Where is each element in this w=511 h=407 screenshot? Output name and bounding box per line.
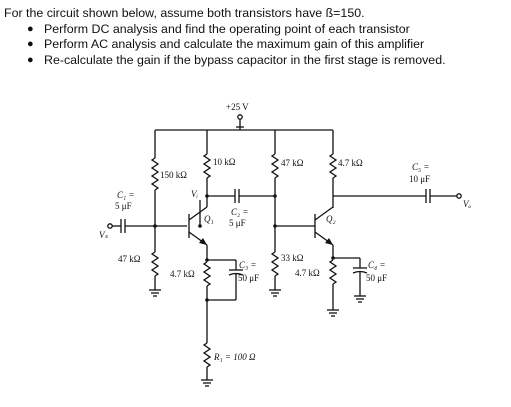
resistor-47k-top — [272, 130, 304, 244]
re2-label: 4.7 kΩ — [295, 268, 320, 278]
resistor-150k — [152, 130, 187, 226]
transistor-q2 — [273, 207, 335, 245]
c3-label: C₃ = — [239, 260, 257, 270]
c5-label: C₅ = — [412, 162, 430, 172]
capacitor-c5 — [333, 162, 471, 209]
re1-label: 4.7 kΩ — [170, 269, 195, 279]
c3-value: 50 μF — [238, 273, 260, 283]
emitter-network-q2 — [295, 245, 387, 316]
capacitor-c2 — [205, 189, 277, 228]
bullet-icon: ● — [27, 53, 34, 66]
vs-label: Vₛ — [99, 230, 108, 240]
resistor-47k-bottom — [118, 226, 161, 296]
q1-label: Q₁ — [204, 214, 214, 224]
r1-label: R₁ = 100 Ω — [214, 352, 256, 362]
transistor-q1 — [189, 200, 214, 245]
task-text: Perform AC analysis and calculate the maximum gain of this amplifier — [44, 37, 425, 51]
q2-label: Q₂ — [326, 214, 336, 224]
c2-label: C₂ = — [231, 207, 249, 217]
resistor-10k — [204, 130, 236, 200]
problem-intro: For the circuit shown below, assume both transistors have ß=150. — [4, 6, 365, 20]
c2-value: 5 μF — [229, 218, 246, 228]
capacitor-c1 — [99, 190, 187, 240]
bullet-icon: ● — [27, 38, 34, 50]
task-text: Perform DC analysis and find the operating point of each transistor — [44, 21, 410, 36]
c4-label: C₄ = — [368, 260, 386, 270]
emitter-network-q1 — [170, 245, 259, 386]
supply-label: +25 V — [226, 102, 249, 112]
c1-value: 5 μF — [115, 201, 132, 211]
r150k-label: 150 kΩ — [160, 170, 187, 180]
r10k-label: 10 kΩ — [213, 157, 236, 167]
r33k-label: 33 kΩ — [281, 253, 304, 263]
vo-label: Vₒ — [463, 199, 472, 209]
c1-label: C₁ = — [117, 190, 135, 200]
r47k-bot-label: 47 kΩ — [118, 254, 141, 264]
c5-value: 10 μF — [409, 174, 431, 184]
r4k7-top-label: 4.7 kΩ — [338, 158, 363, 168]
bullet-icon: ● — [27, 22, 34, 35]
supply-terminal — [226, 102, 249, 130]
r47k-top-label: 47 kΩ — [281, 158, 304, 168]
vi-label: Vᵢ — [191, 189, 198, 199]
c4-value: 50 μF — [366, 273, 388, 283]
task-text: Re-calculate the gain if the bypass capacitor in the first stage is removed. — [44, 52, 446, 67]
